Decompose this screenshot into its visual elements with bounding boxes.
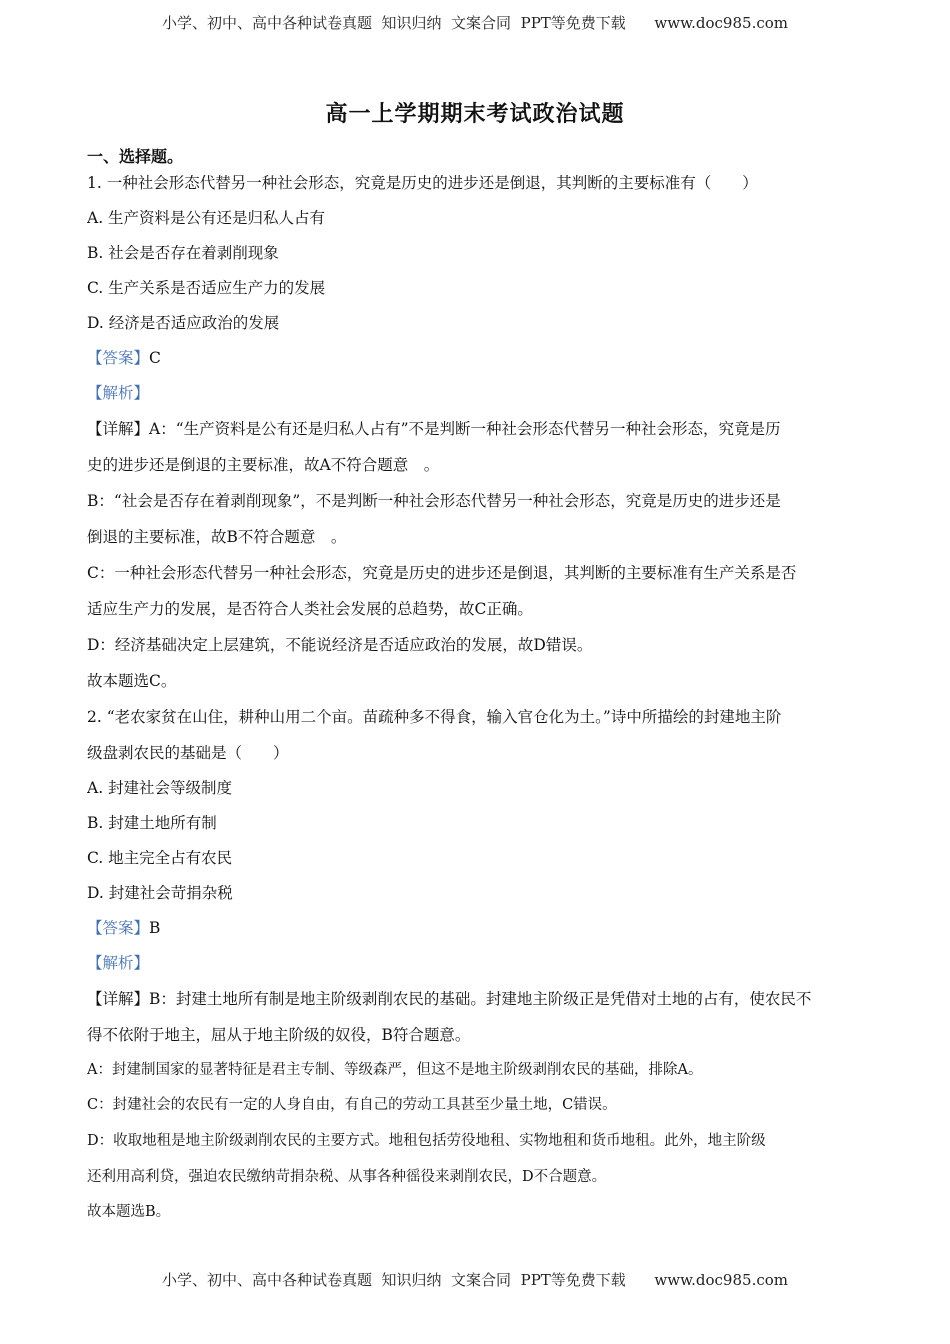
question-2-option-d: D. 封建社会苛捐杂税	[87, 884, 233, 902]
question-1-detail-line: 倒退的主要标准，故B不符合题意 。	[87, 528, 347, 546]
question-2-conclusion: 故本题选B。	[87, 1204, 171, 1220]
question-1-option-d: D. 经济是否适应政治的发展	[87, 314, 280, 332]
question-2-option-c: C. 地主完全占有农民	[87, 849, 233, 867]
question-2-analysis-tag	[87, 946, 865, 981]
question-1-analysis-tag	[87, 376, 865, 411]
question-2-option-b: B. 封建土地所有制	[87, 814, 217, 832]
answer-value: C	[149, 349, 161, 367]
question-1-detail-line: B：“社会是否存在着剥削现象”，不是判断一种社会形态代替另一种社会形态，究竟是历史的进步还是	[87, 492, 781, 510]
analysis-tag: 【解析】	[87, 384, 150, 402]
answer-tag: 【答案】	[87, 349, 150, 367]
answer-value: B	[149, 919, 161, 937]
question-1-answer	[87, 341, 865, 376]
question-1-stem: 1. 一种社会形态代替另一种社会形态，究竟是历史的进步还是倒退，其判断的主要标准有（ ）	[87, 174, 758, 192]
question-1-conclusion: 故本题选C。	[87, 672, 177, 690]
question-2-detail-line: D：收取地租是地主阶级剥削农民的主要方式。地租包括劳役地租、实物地租和货币地租。此外，地主阶级	[87, 1133, 766, 1149]
question-1-detail-line: C：一种社会形态代替另一种社会形态，究竟是历史的进步还是倒退，其判断的主要标准有生产关系是否	[87, 564, 797, 582]
question-1-option-a: A. 生产资料是公有还是归私人占有	[87, 209, 326, 227]
question-2-answer	[87, 911, 865, 946]
analysis-tag: 【解析】	[87, 954, 150, 972]
question-2-detail-line: 还利用高利贷，强迫农民缴纳苛捐杂税、从事各种徭役来剥削农民，D不合题意。	[87, 1169, 607, 1185]
answer-tag: 【答案】	[87, 919, 150, 937]
question-2-detail-line: A：封建制国家的显著特征是君主专制、等级森严，但这不是地主阶级剥削农民的基础，排除A。	[87, 1062, 703, 1078]
question-2-option-a: A. 封建社会等级制度	[87, 779, 233, 797]
question-1-detail-line: 史的进步还是倒退的主要标准，故A不符合题意 。	[87, 456, 440, 474]
question-1-option-c: C. 生产关系是否适应生产力的发展	[87, 279, 326, 297]
document-body	[87, 166, 865, 1230]
footer-banner: 小学、初中、高中各种试卷真题 知识归纳 文案合同 PPT等免费下载 www.doc985.com	[161, 1271, 788, 1289]
question-1-detail-line: 适应生产力的发展，是否符合人类社会发展的总趋势，故C正确。	[87, 600, 533, 618]
question-1-detail-line: 【详解】A：“生产资料是公有还是归私人占有”不是判断一种社会形态代替另一种社会形态，究竟是历	[87, 420, 781, 438]
question-1-detail-line: D：经济基础决定上层建筑，不能说经济是否适应政治的发展，故D错误。	[87, 636, 593, 654]
section-heading: 一、选择题。	[87, 147, 184, 166]
question-2-stem-line: 级盘剥农民的基础是（ ）	[87, 744, 289, 762]
question-1-option-b: B. 社会是否存在着剥削现象	[87, 244, 279, 262]
page-title: 高一上学期期末考试政治试题	[325, 101, 625, 127]
question-2-detail-line: 得不依附于地主，屈从于地主阶级的奴役，B符合题意。	[87, 1026, 471, 1044]
header-banner: 小学、初中、高中各种试卷真题 知识归纳 文案合同 PPT等免费下载 www.doc985.com	[161, 14, 788, 32]
question-2-stem-line: 2. “老农家贫在山住，耕种山用二个亩。苗疏种多不得食，输入官仓化为土。”诗中所描绘的封建地主阶	[87, 708, 782, 726]
question-2-detail-line: 【详解】B：封建土地所有制是地主阶级剥削农民的基础。封建地主阶级正是凭借对土地的占有，使农民不	[87, 990, 812, 1008]
question-2-detail-line: C：封建社会的农民有一定的人身自由，有自己的劳动工具甚至少量土地，C错误。	[87, 1097, 617, 1113]
